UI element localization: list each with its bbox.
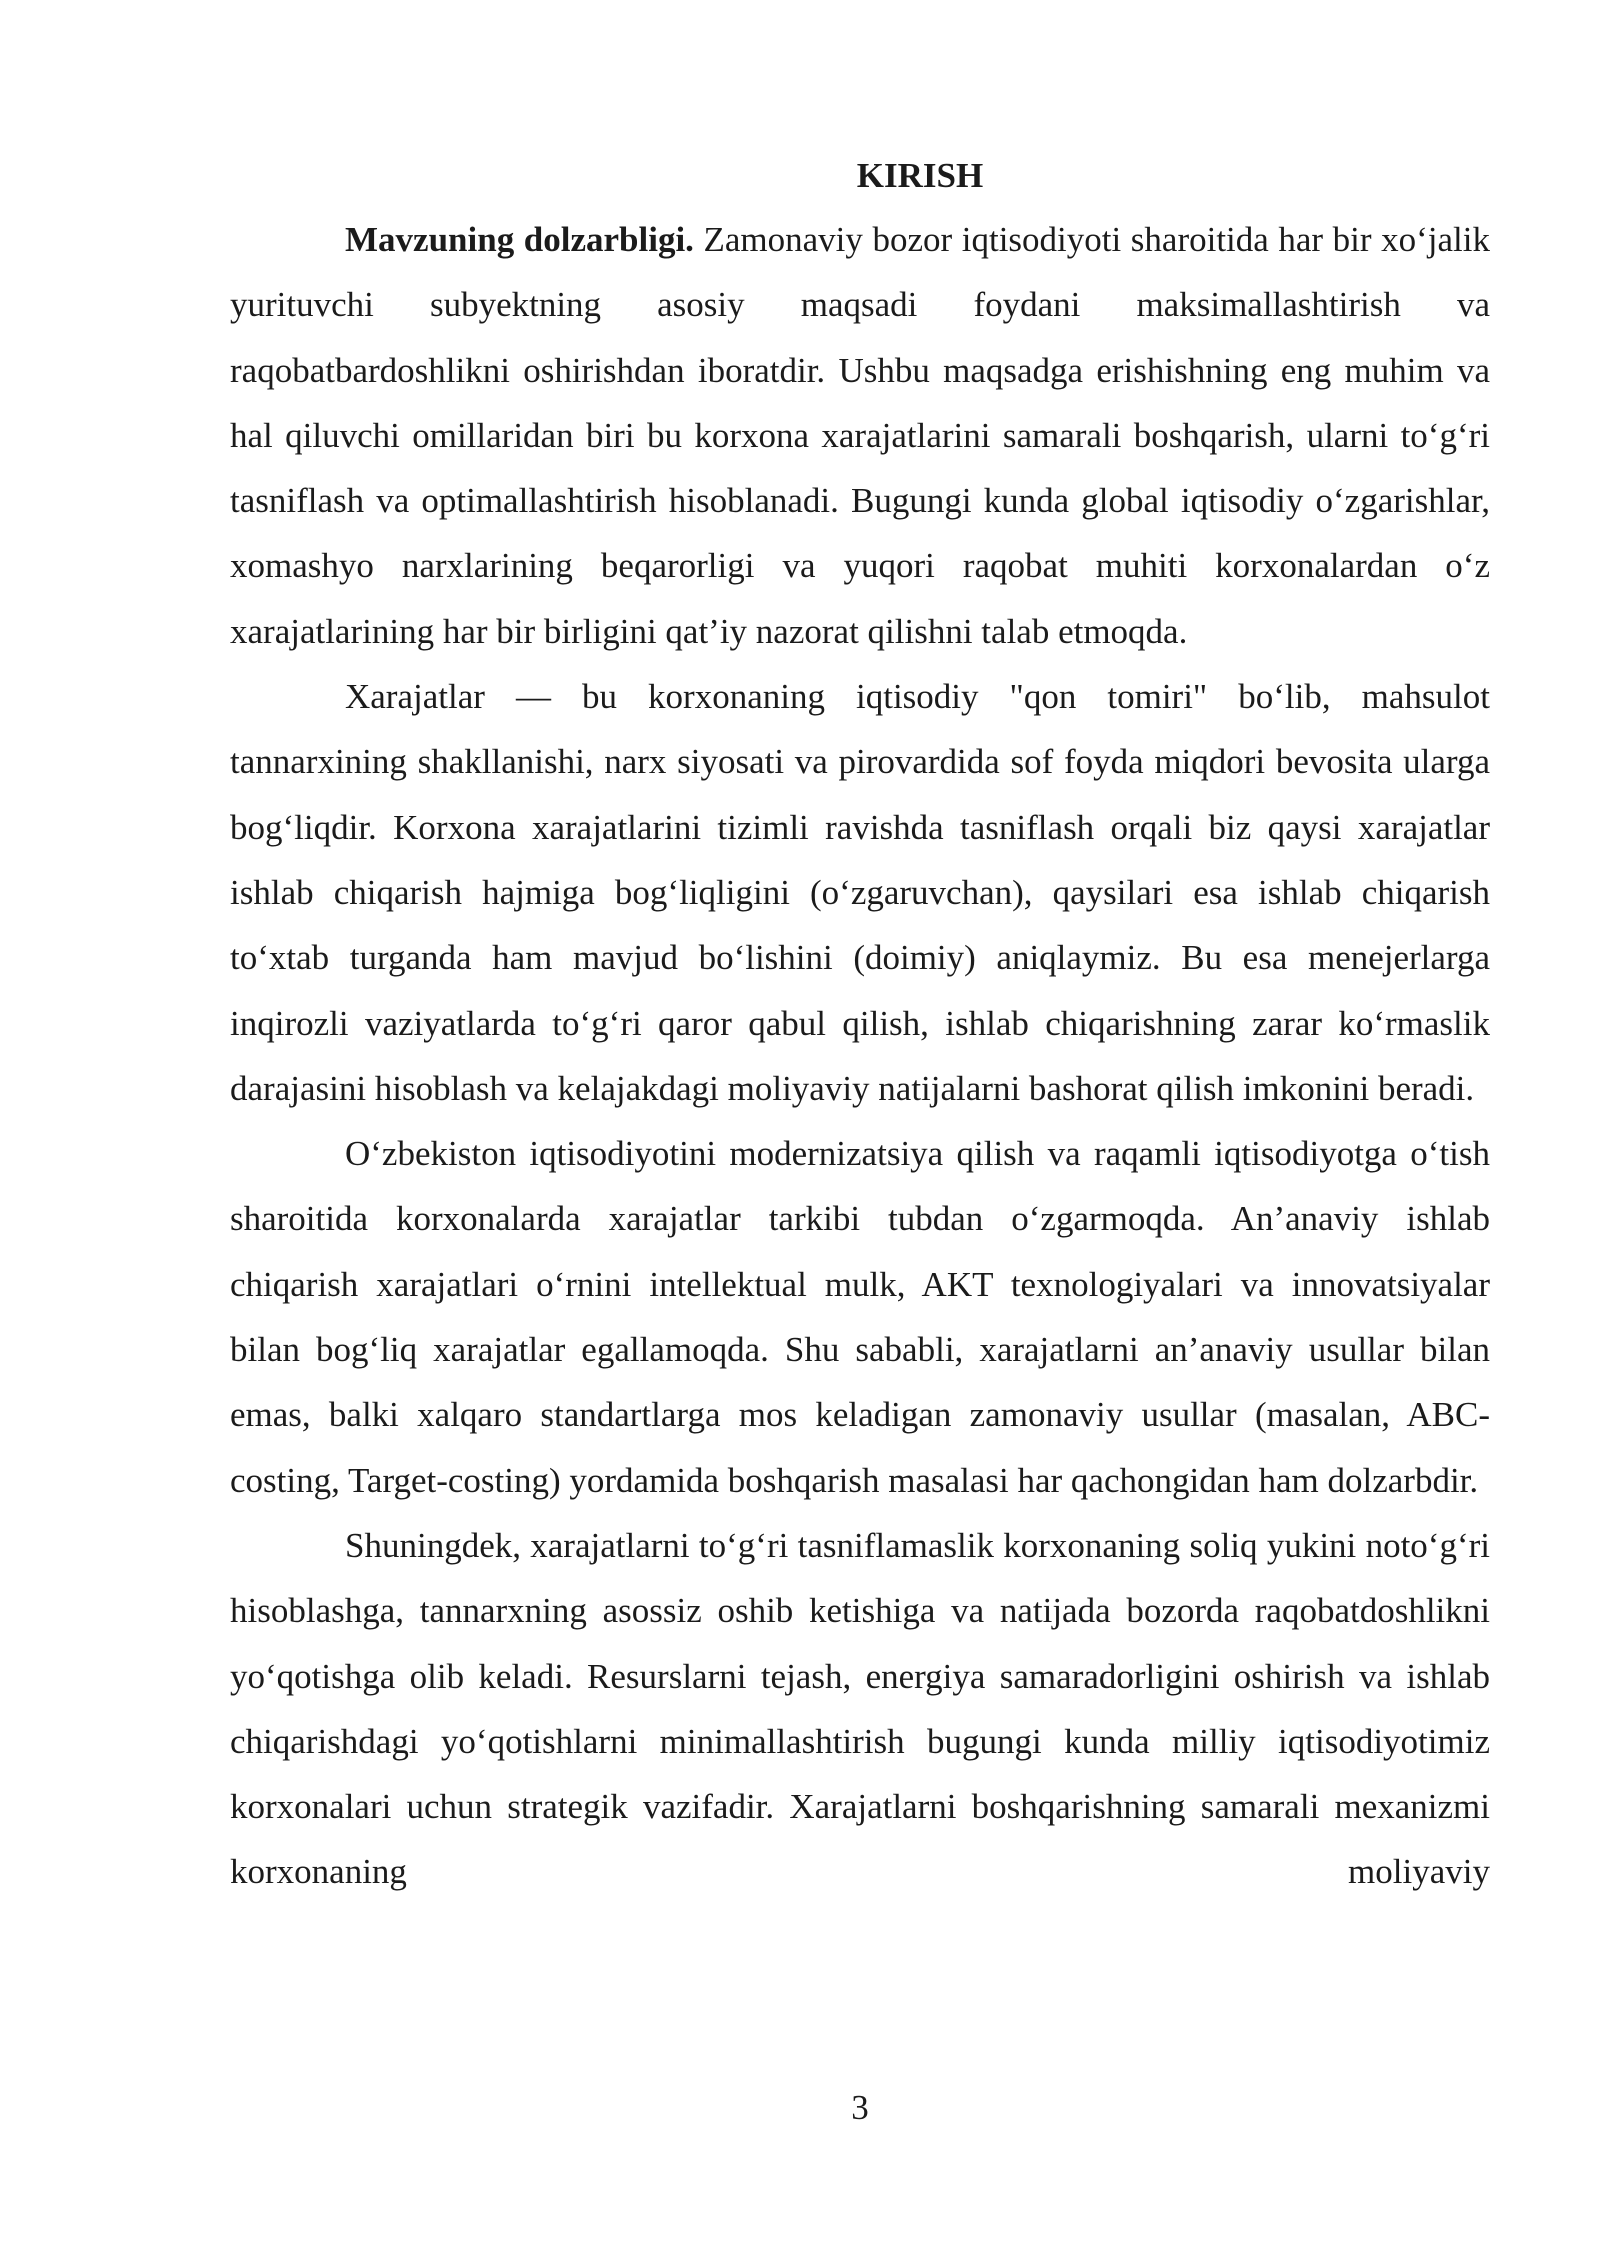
paragraph-uzbekistan: O‘zbekiston iqtisodiyotini modernizatsiya qilish va raqamli iqtisodiyotga o‘tish sharoitida korxonalarda xarajatlar tarkibi tubdan o‘zgarmoqda. An’anaviy ishlab chiqarish xarajatlari o‘rnini intellektual mulk, AKT texnologiyalari va innovatsiyalar bilan bog‘liq xarajatlar egallamoqda. Shu sababli, xarajatlarni an’anaviy usullar bilan emas, balki xalqaro standartlarga mos keladigan zamonaviy usullar (masalan, ABC-costing, Target-costing) yordamida boshqarish masalasi har qachongidan ham dolzarbdir. [230, 1134, 1490, 1500]
paragraph-lead: Mavzuning dolzarbligi. [345, 220, 694, 259]
paragraph-relevance [230, 207, 1490, 664]
page-number: 3 [851, 2088, 869, 2127]
section-title: KIRISH [856, 156, 984, 195]
paragraph-classification: Shuningdek, xarajatlarni to‘g‘ri tasniflamaslik korxonaning soliq yukini noto‘g‘ri hisoblashga, tannarxning asossiz oshib ketishiga va natijada bozorda raqobatdoshlikni yo‘qotishga olib keladi. Resurslarni tejash, energiya samaradorligini oshirish va ishlab chiqarishdagi yo‘qotishlarni minimallashtirish bugungi kunda milliy iqtisodiyotimiz korxonalari uchun strategik vazifadir. Xarajatlarni boshqarishning samarali mexanizmi korxonaning moliyaviy [230, 1525, 1490, 1892]
paragraph-costs: Xarajatlar — bu korxonaning iqtisodiy "qon tomiri" bo‘lib, mahsulot tannarxining shakllanishi, narx siyosati va pirovardida sof foyda miqdori bevosita ularga bog‘liqdir. Korxona xarajatlarini tizimli ravishda tasniflash orqali biz qaysi xarajatlar ishlab chiqarish hajmiga bog‘liqligini (o‘zgaruvchan), qaysilari esa ishlab chiqarish to‘xtab turganda ham mavjud bo‘lishini (doimiy) aniqlaymiz. Bu esa menejerlarga inqirozli vaziyatlarda to‘g‘ri qaror qabul qilish, ishlab chiqarishning zarar ko‘rmaslik darajasini hisoblash va kelajakdagi moliyaviy natijalarni bashorat qilish imkonini beradi. [230, 677, 1490, 1108]
document-body [230, 145, 1490, 1905]
paragraph-text: Zamonaviy bozor iqtisodiyoti sharoitida har bir xo‘jalik yurituvchi subyektning asosiy maqsadi foydani maksimallashtirish va raqobatbardoshlikni oshirishdan iboratdir. Ushbu maqsadga erishishning eng muhim va hal qiluvchi omillaridan biri bu korxona xarajatlarini samarali boshqarish, ularni to‘g‘ri tasniflash va optimallashtirish hisoblanadi. Bugungi kunda global iqtisodiy o‘zgarishlar, xomashyo narxlarining beqarorligi va yuqori raqobat muhiti korxonalardan o‘z xarajatlarining har bir birligini qat’iy nazorat qilishni talab etmoqda. [230, 220, 1490, 651]
